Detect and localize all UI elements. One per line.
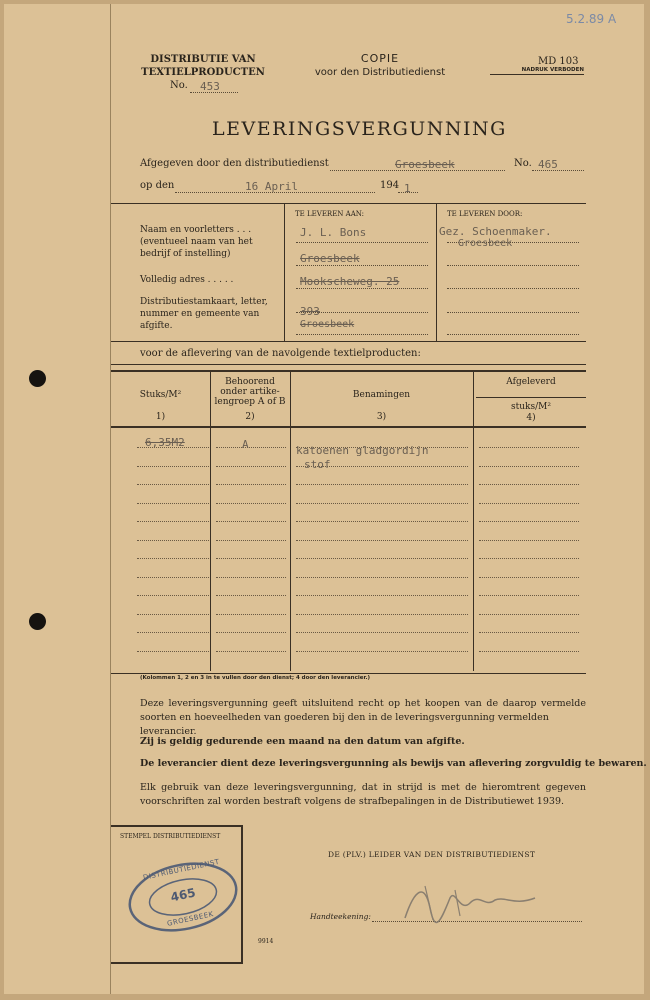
reprint-notice: NADRUK VERBODEN	[490, 67, 584, 75]
by-line-5	[447, 334, 579, 335]
products-top-rule	[111, 364, 586, 365]
issued-place: Groesbeek	[395, 158, 455, 171]
table-entry-line	[479, 484, 579, 485]
table-entry-line	[216, 651, 286, 652]
issued-by-label: Afgegeven door den distributiedienst	[140, 158, 329, 169]
issued-no-value: 465	[538, 158, 558, 171]
stamp-text-top: DISTRIBUTIEDIENST	[142, 857, 221, 882]
label-name-2: (eventueel naam van het	[140, 237, 253, 247]
table-entry-line	[479, 632, 579, 633]
label-card-3: afgifte.	[140, 321, 173, 331]
table-entry-line	[479, 614, 579, 615]
table-entry-line	[479, 521, 579, 522]
table-entry-line	[137, 521, 209, 522]
header-copie-sub: voor den Distributiedienst	[314, 67, 446, 78]
label-name-3: bedrijf of instelling)	[140, 249, 231, 259]
punch-hole-top	[29, 370, 46, 387]
header-copie: COPIE	[360, 52, 400, 65]
table-entry-line	[216, 447, 286, 448]
table-entry-line	[296, 595, 468, 596]
by-line-3	[447, 288, 579, 289]
to-line-2	[296, 265, 428, 266]
deliver-by-header: TE LEVEREN DOOR:	[447, 210, 523, 218]
to-line-3	[296, 288, 428, 289]
by-name: Gez. Schoenmaker.	[439, 225, 552, 238]
columns-note: (Kolommen 1, 2 en 3 in te vullen door den dienst; 4 door den leverancier.)	[140, 675, 370, 681]
party-name-label	[140, 224, 280, 260]
table-entry-line	[479, 503, 579, 504]
table-entry-line	[296, 521, 468, 522]
row-group: A	[242, 438, 249, 451]
header-center	[300, 52, 460, 78]
col4-header: Afgeleverd	[506, 377, 556, 387]
col1-header: Stuks/M²	[139, 390, 182, 400]
legal-paragraph-2	[140, 781, 586, 809]
table-entry-line	[216, 503, 286, 504]
issued-no-label: No.	[514, 158, 532, 169]
products-intro: voor de aflevering van de navolgende textielproducten:	[140, 348, 421, 359]
by-place: Groesbeek	[458, 238, 513, 249]
header-no-label: No.	[170, 80, 188, 91]
leader-label: DE (PLV.) LEIDER VAN DEN DISTRIBUTIEDIENST	[328, 850, 536, 859]
table-entry-line	[216, 632, 286, 633]
row-name-2: stof	[304, 458, 331, 471]
table-entry-line	[479, 466, 579, 467]
col4-num: 4)	[526, 413, 536, 423]
punch-hole-bottom	[29, 613, 46, 630]
to-street: Mookscheweg. 25	[300, 275, 400, 288]
col2-line3: lengroep A of B	[214, 397, 286, 407]
table-entry-line	[137, 503, 209, 504]
party-top-rule	[111, 203, 586, 204]
signature-label: Handteekening:	[310, 912, 371, 921]
stamp-number: 465	[169, 885, 197, 905]
table-entry-line	[137, 558, 209, 559]
para2-line2: voorschriften zal worden bestraft volgens de strafbepalingen in de Distributiewet 1939.	[140, 796, 565, 807]
table-entry-line	[137, 632, 209, 633]
col2-line1: Behoorend	[225, 377, 275, 387]
to-line-5	[296, 334, 428, 335]
party-divider-1	[284, 203, 285, 341]
table-entry-line	[216, 595, 286, 596]
header-left-line2: TEXTIELPRODUCTEN	[141, 67, 265, 78]
table-entry-line	[296, 577, 468, 578]
document-title: LEVERINGSVERGUNNING	[212, 118, 507, 140]
table-entry-line	[479, 558, 579, 559]
supplier-note: De leverancier dient deze leveringsvergunning als bewijs van aflevering zorgvuldig te bewaren.	[140, 758, 647, 769]
col1-num: 1)	[155, 412, 166, 422]
para2-line1: Elk gebruik van deze leveringsvergunning, dat in strijd is met de hieromtrent gegeven	[140, 782, 586, 793]
party-divider-2	[436, 203, 437, 341]
label-card-2: nummer en gemeente van	[140, 309, 260, 319]
col4-sub: stuks/M²	[511, 402, 551, 412]
table-col-divider-3	[473, 370, 474, 671]
table-entry-line	[479, 651, 579, 652]
table-entry-line	[137, 484, 209, 485]
table-entry-line	[296, 651, 468, 652]
table-entry-line	[216, 577, 286, 578]
label-address: Volledig adres . . . . .	[140, 275, 234, 285]
year-prefix: 194	[380, 180, 400, 191]
table-entry-line	[216, 521, 286, 522]
label-name-1: Naam en voorletters . . .	[140, 225, 252, 235]
legal-paragraph-1	[140, 697, 586, 739]
col2-num: 2)	[245, 412, 255, 422]
header-left-line1: DISTRIBUTIE VAN	[150, 54, 256, 65]
by-line-4	[447, 312, 579, 313]
archive-mark: 5.2.89 A	[566, 12, 617, 26]
year-suffix: 1	[404, 182, 411, 195]
table-entry-line	[296, 484, 468, 485]
table-entry-line	[137, 466, 209, 467]
stamp-text-bottom: GROESBEEK	[166, 910, 215, 928]
table-entry-line	[137, 595, 209, 596]
validity-note: Zij is geldig gedurende een maand na den datum van afgifte.	[140, 736, 465, 747]
table-entry-line	[137, 614, 209, 615]
table-header-rule	[111, 426, 586, 428]
table-entry-line	[296, 540, 468, 541]
date-value: 16 April	[245, 180, 298, 193]
to-card-place: Groesbeek	[300, 319, 355, 330]
handwritten-signature	[395, 878, 545, 928]
deliver-to-header: TE LEVEREN AAN:	[295, 210, 365, 218]
form-code: MD 103	[538, 56, 579, 67]
table-entry-line	[216, 466, 286, 467]
label-card-1: Distributiestamkaart, letter,	[140, 297, 268, 307]
col2-header	[210, 377, 290, 407]
table-entry-line	[296, 558, 468, 559]
table-entry-line	[296, 503, 468, 504]
table-entry-line	[296, 614, 468, 615]
table-entry-line	[479, 447, 579, 448]
table-entry-line	[479, 577, 579, 578]
col2-line2: onder artike-	[220, 387, 280, 397]
table-entry-line	[216, 614, 286, 615]
table-entry-line	[479, 595, 579, 596]
stamp-box-label: STEMPEL DISTRIBUTIEDIENST	[120, 833, 221, 840]
table-entry-line	[137, 540, 209, 541]
col3-num: 3)	[376, 412, 387, 422]
table-entry-line	[137, 651, 209, 652]
para1-line1: Deze leveringsvergunning geeft uitsluitend recht op het koopen van de daarop vermelde	[140, 698, 586, 709]
para1-line2: soorten en hoeveelheden van goederen bij den in de leveringsvergunning vermelden leverancier.	[140, 712, 549, 737]
date-label: op den	[140, 180, 175, 191]
to-name: J. L. Bons	[300, 226, 367, 239]
row-name-1: katoenen gladgordijn	[296, 444, 429, 457]
table-entry-line	[216, 540, 286, 541]
table-entry-line	[137, 577, 209, 578]
table-entry-line	[216, 558, 286, 559]
table-entry-line	[479, 540, 579, 541]
to-line-1	[296, 242, 428, 243]
header-left	[133, 53, 273, 79]
header-no-value: 453	[200, 80, 220, 93]
table-entry-line	[216, 484, 286, 485]
print-code: 9914	[258, 938, 274, 945]
col3-header: Benamingen	[352, 390, 411, 400]
to-place: Groesbeek	[300, 252, 360, 265]
table-entry-line	[296, 632, 468, 633]
to-card: 393	[300, 305, 320, 318]
party-card-label	[140, 296, 280, 332]
party-bottom-rule	[111, 341, 586, 342]
by-line-2	[447, 265, 579, 266]
col4-sub-rule	[476, 397, 586, 398]
row-qty: 6,35M2	[145, 436, 185, 449]
